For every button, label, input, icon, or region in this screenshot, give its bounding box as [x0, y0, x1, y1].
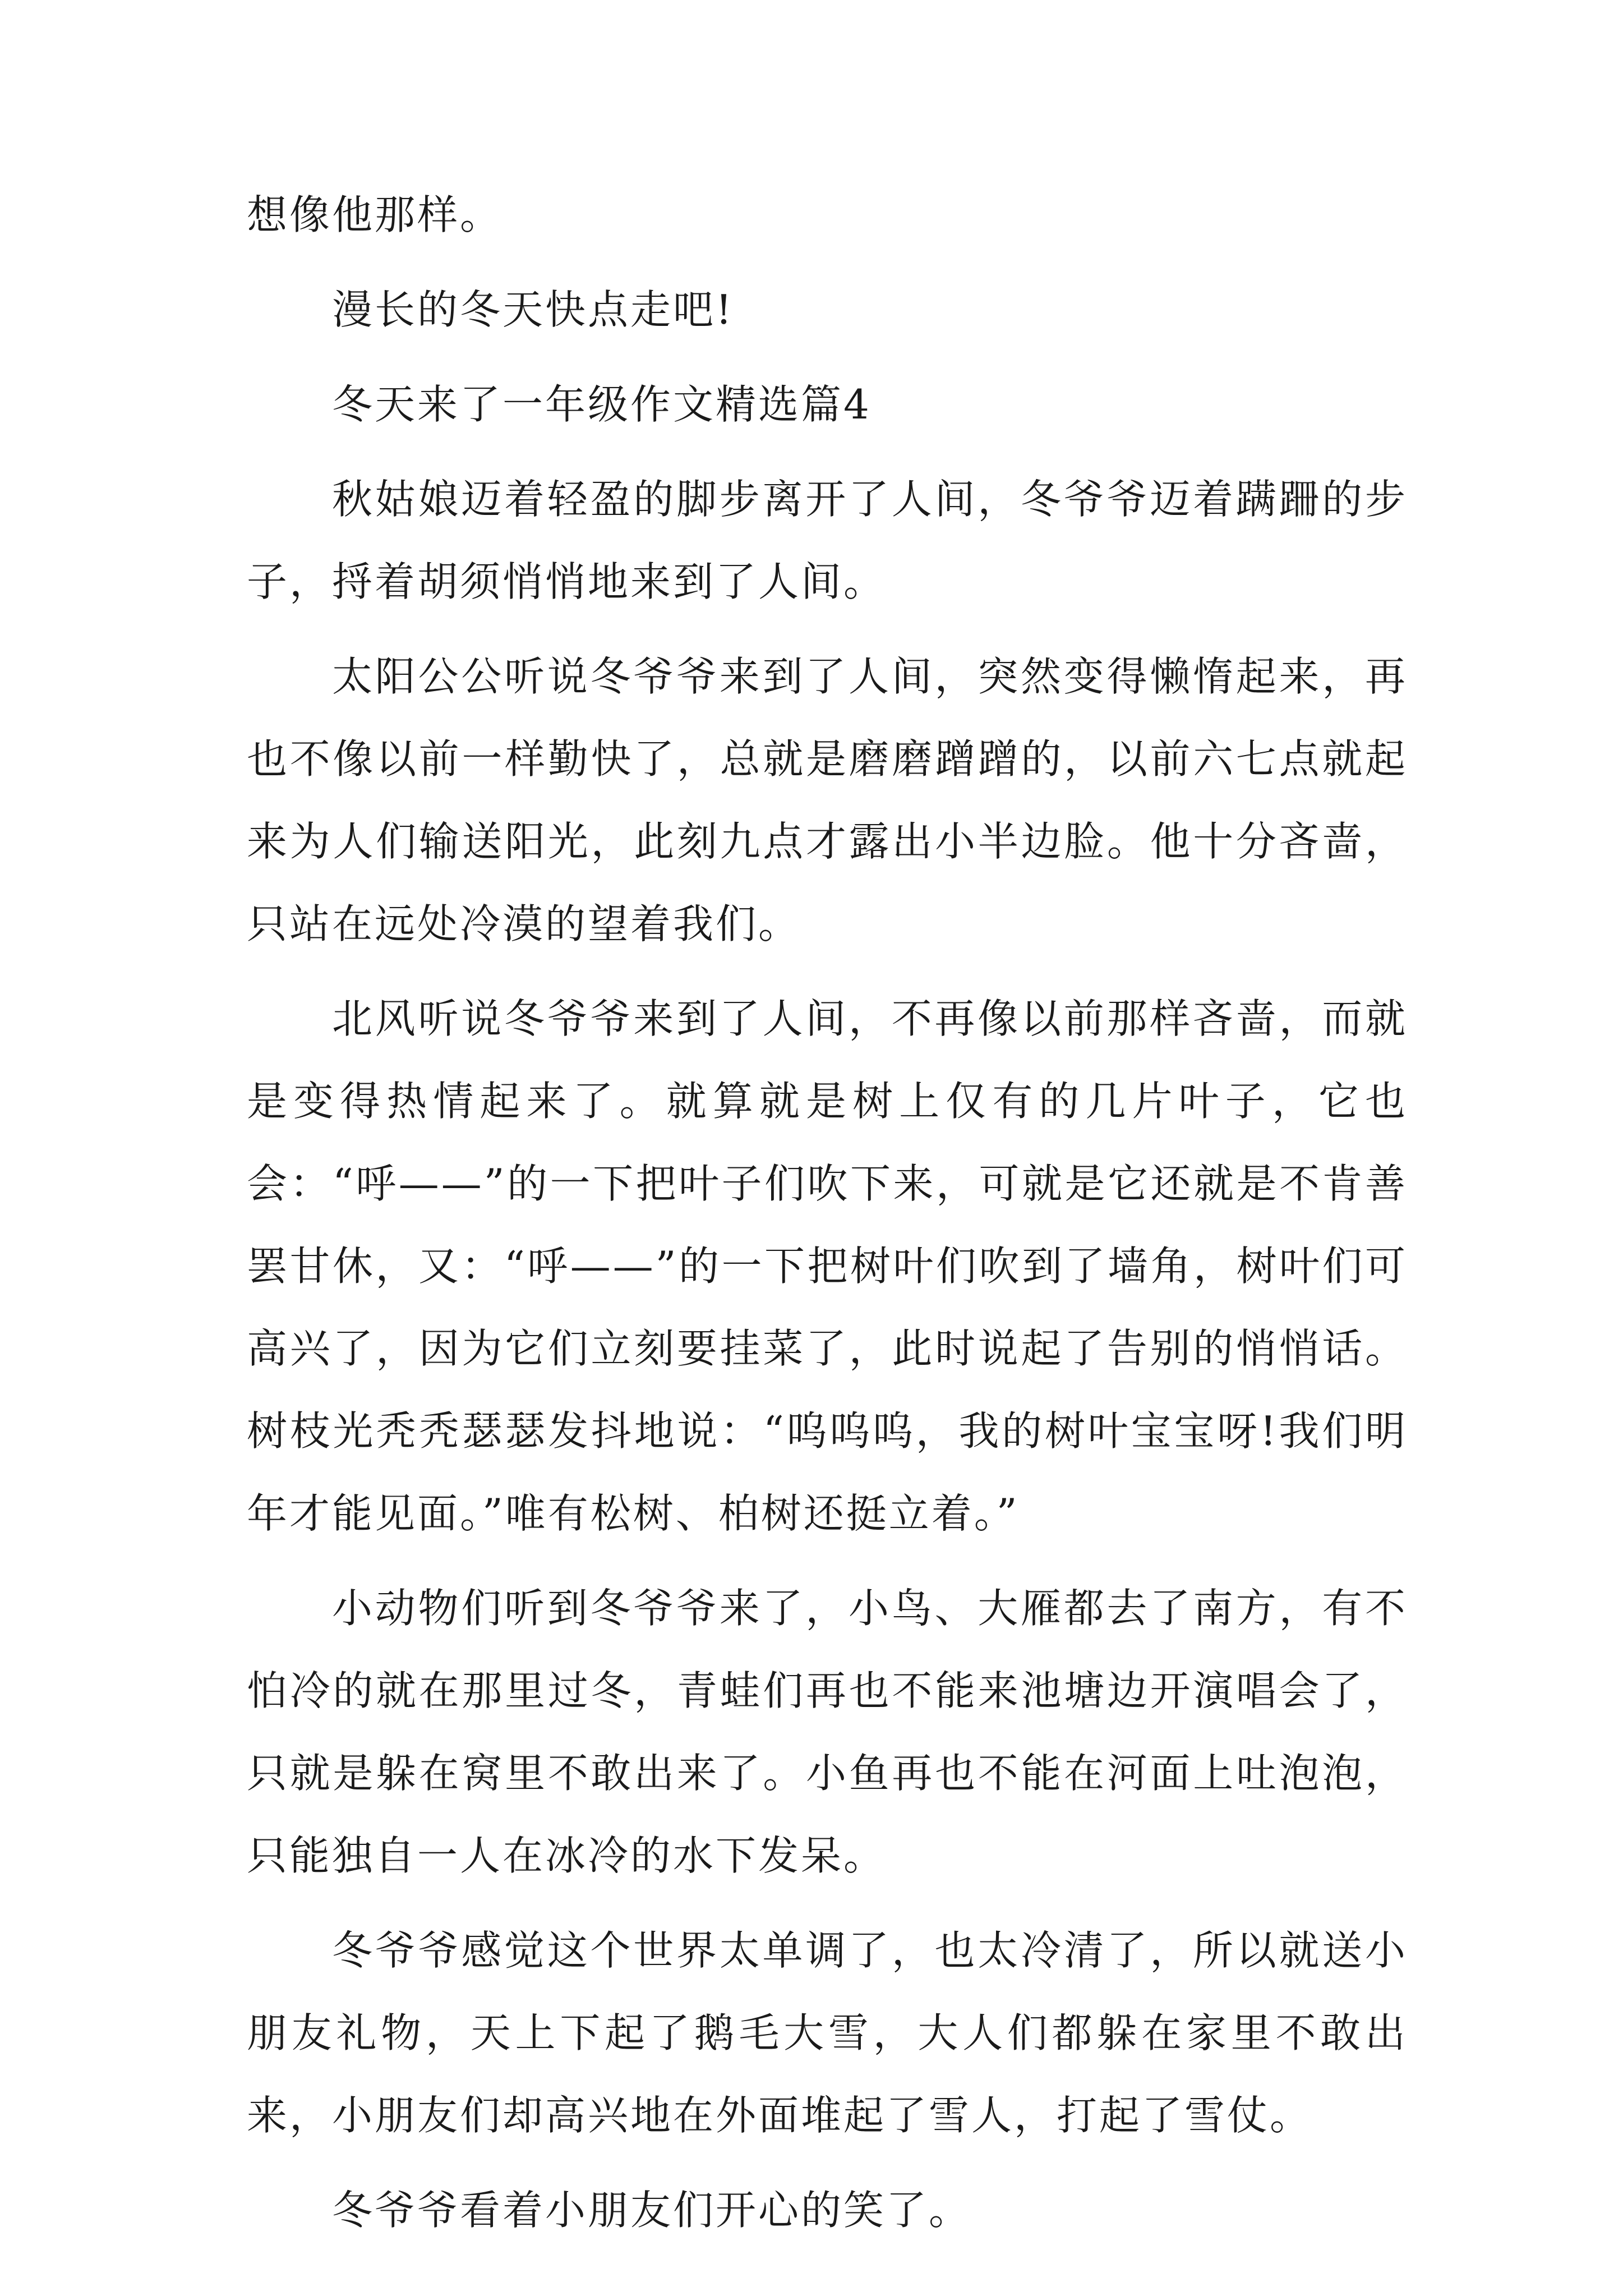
paragraph: 漫长的冬天快点走吧! — [332, 286, 734, 333]
paragraph-continuation: 想像他那样。 — [247, 191, 503, 238]
paragraph: 冬爷爷感觉这个世界太单调了，也太冷清了，所以就送小朋友礼物，天上下起了鹅毛大雪，大人们都躲在家里不敢出来，小朋友们却高兴地在外面堆起了雪人，打起了雪仗。 — [247, 1927, 1408, 2139]
section-heading: 冬天来了一年级作文精选篇4 — [332, 381, 872, 428]
document-body — [247, 174, 1408, 2252]
paragraph: 北风听说冬爷爷来到了人间，不再像以前那样吝啬，而就是变得热情起来了。就算就是树上仅有的几片叶子，它也会：“呼——”的一下把叶子们吹下来，可就是它还就是不肯善罢甘休，又：“呼——”的一下把树叶们吹到了墙角，树叶们可高兴了，因为它们立刻要挂菜了，此时说起了告别的悄悄话。树枝光秃秃瑟瑟发抖地说：“呜呜呜，我的树叶宝宝呀!我们明年才能见面。”唯有松树、柏树还挺立着。” — [247, 995, 1408, 1537]
paragraph: 秋姑娘迈着轻盈的脚步离开了人间，冬爷爷迈着蹒跚的步子，捋着胡须悄悄地来到了人间。 — [247, 476, 1408, 605]
paragraph: 小动物们听到冬爷爷来了，小鸟、大雁都去了南方，有不怕冷的就在那里过冬，青蛙们再也不能来池塘边开演唱会了，只就是躲在窝里不敢出来了。小鱼再也不能在河面上吐泡泡，只能独自一人在冰冷的水下发呆。 — [247, 1585, 1408, 1879]
paragraph: 冬爷爷看着小朋友们开心的笑了。 — [332, 2187, 972, 2234]
paragraph: 太阳公公听说冬爷爷来到了人间，突然变得懒惰起来，再也不像以前一样勤快了，总就是磨磨蹭蹭的，以前六七点就起来为人们输送阳光，此刻九点才露出小半边脸。他十分吝啬，只站在远处冷漠的望着我们。 — [247, 653, 1408, 947]
